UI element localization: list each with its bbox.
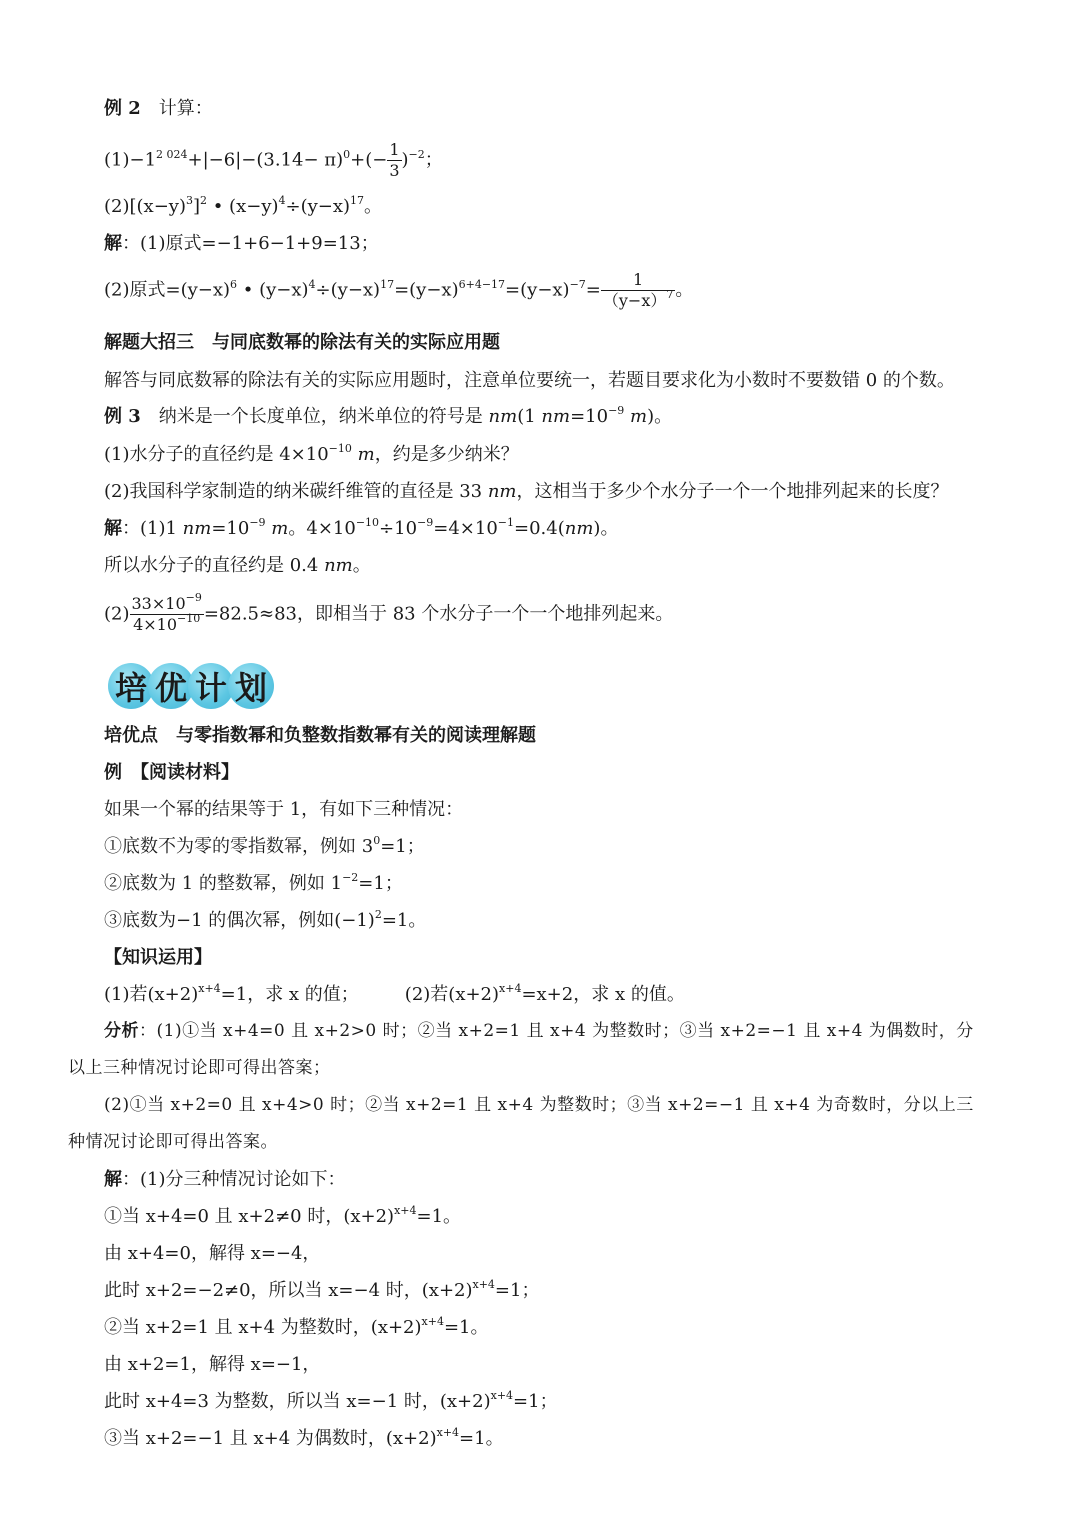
example3-stem <box>104 404 673 427</box>
expr: +|−6|−(3.14− π) <box>187 149 344 171</box>
expr: 。 <box>675 279 694 301</box>
analysis-label: 分析 <box>104 1021 139 1041</box>
case-1 <box>104 834 425 857</box>
solution-step-2: 由 x+4=0，解得 x=−4， <box>104 1243 321 1264</box>
exponent: −2 <box>408 147 425 161</box>
reading-intro: 如果一个幂的结果等于 1，有如下三种情况： <box>104 799 464 820</box>
numerator: 1 <box>601 270 675 291</box>
text: =10 <box>570 406 609 427</box>
text: ②当 x+2=1 且 x+4 为整数时，(x+2) <box>104 1317 422 1338</box>
exponent: 17 <box>350 194 365 207</box>
example-label: 例 <box>104 762 122 783</box>
numerator-text: 33×10 <box>131 594 186 613</box>
fraction <box>130 591 204 635</box>
fraction <box>387 140 401 181</box>
exponent: x+4 <box>198 982 221 995</box>
text: =1； <box>494 1280 540 1301</box>
example2-solution2 <box>104 270 693 311</box>
solution-step-3 <box>104 1278 540 1301</box>
text: 此时 x+4=3 为整数，所以当 x=−1 时，(x+2) <box>104 1391 491 1412</box>
advanced-questions <box>104 982 685 1005</box>
exponent: 2 <box>374 908 382 921</box>
case-3 <box>104 908 427 931</box>
text: =10 <box>211 518 250 539</box>
denominator-text: （y−x） <box>602 291 667 310</box>
exponent: −9 <box>185 591 202 604</box>
expr: • (x−y) <box>207 196 279 217</box>
analysis-1-cont: 以上三种情况讨论即可得出答案； <box>68 1058 331 1078</box>
denominator: 3 <box>389 161 400 180</box>
text: (1)若(x+2) <box>104 984 199 1005</box>
expr: = <box>585 279 601 301</box>
expr: =(y−x) <box>394 279 459 301</box>
text: ，这相当于多少个水分子一个一个地排列起来的长度？ <box>516 481 949 502</box>
example2-solution1 <box>104 235 379 253</box>
exponent: x+4 <box>421 1315 444 1328</box>
expr: =(y−x) <box>505 279 570 301</box>
exponent: 0 <box>343 147 351 161</box>
knowledge-label: 【知识运用】 <box>104 947 212 968</box>
unit: nm <box>488 406 518 427</box>
text: ÷10 <box>379 518 418 539</box>
solution-step-1 <box>104 1204 462 1227</box>
advanced-solution-intro <box>104 1171 346 1189</box>
exponent: −9 <box>417 516 434 529</box>
denominator <box>601 288 675 311</box>
exponent: x+4 <box>490 1389 514 1402</box>
text: ，约是多少纳米？ <box>374 444 519 465</box>
text: =4×10 <box>433 518 498 539</box>
expr: • (y−x) <box>237 279 309 301</box>
exponent: 6 <box>230 277 238 291</box>
example3-solution1-conclusion <box>104 557 371 575</box>
text: ①当 x+4=0 且 x+2≠0 时，(x+2) <box>104 1206 395 1227</box>
text: 。4×10 <box>288 518 356 539</box>
denominator-text: 4×10 <box>133 615 178 634</box>
example3-label: 例 3 <box>104 406 141 427</box>
expr: ] <box>192 196 200 217</box>
unit: nm <box>541 406 571 427</box>
solution-label: 解 <box>104 1169 122 1190</box>
text: ：(1)分三种情况讨论如下： <box>122 1169 346 1190</box>
exponent: x+4 <box>394 1204 417 1217</box>
banner-char: 培 <box>108 663 154 709</box>
unit: m <box>271 518 289 539</box>
exponent: −10 <box>355 516 380 529</box>
text: )。 <box>647 406 673 427</box>
exponent: 4 <box>278 194 286 207</box>
exponent: 17 <box>380 277 395 291</box>
exponent: −2 <box>342 871 359 884</box>
unit: m <box>357 444 375 465</box>
solution-step-7 <box>104 1426 504 1449</box>
unit: m <box>630 406 648 427</box>
expr: 。 <box>364 196 383 217</box>
text: =1。 <box>381 910 427 931</box>
text: =x+2，求 x 的值。 <box>521 984 685 1005</box>
analysis-2: (2)①当 x+2=0 且 x+4>0 时；②当 x+2=1 且 x+4 为整数时；③当 x+2=−1 且 x+4 为奇数时，分以上三 <box>104 1095 974 1115</box>
text: (1 <box>517 406 542 427</box>
exponent: 2 <box>200 194 207 207</box>
fraction <box>601 270 675 311</box>
exponent: 7 <box>666 288 674 301</box>
section-banner <box>108 662 268 710</box>
unit: nm <box>564 518 594 539</box>
expr: (2)[(x−y) <box>104 196 186 217</box>
denominator <box>130 612 204 635</box>
text: =1。 <box>443 1317 489 1338</box>
text: =0.4( <box>514 518 565 539</box>
text: ③当 x+2=−1 且 x+4 为偶数时，(x+2) <box>104 1428 437 1449</box>
solution-step-5: 由 x+2=1，解得 x=−1， <box>104 1354 321 1375</box>
analysis-1 <box>104 1023 974 1040</box>
unit: nm <box>324 555 353 576</box>
example2-question2 <box>104 194 383 217</box>
exponent: x+4 <box>499 982 522 995</box>
example2-label: 例 2 <box>104 98 141 119</box>
banner-char: 划 <box>228 663 274 709</box>
exponent: −1 <box>497 516 515 529</box>
exponent: −9 <box>249 516 266 529</box>
exponent: −9 <box>608 404 625 417</box>
example3-solution2 <box>104 591 674 635</box>
exponent: x+4 <box>436 1426 460 1439</box>
expr: +(− <box>350 149 388 171</box>
text: (1)水分子的直径约是 4×10 <box>104 444 329 465</box>
text: ：(1)①当 x+4=0 且 x+2>0 时；②当 x+2=1 且 x+4 为整数时；③当 x+2=−1 且 x+4 为偶数时，分 <box>139 1021 974 1041</box>
expr: ÷(y−x) <box>315 279 381 301</box>
advanced-example-heading <box>104 764 239 782</box>
text: =1。 <box>416 1206 462 1227</box>
exponent: −10 <box>177 612 201 625</box>
banner-char: 优 <box>148 663 194 709</box>
advanced-title: 培优点 与零指数幂和负整数指数幂有关的阅读理解题 <box>104 725 536 746</box>
method3-title: 解题大招三 与同底数幂的除法有关的实际应用题 <box>104 332 500 353</box>
unit: nm <box>182 518 212 539</box>
text: =1，求 x 的值； <box>220 984 359 1005</box>
expr: (1)−1 <box>104 149 157 171</box>
exponent: 3 <box>185 194 193 207</box>
text: (2)我国科学家制造的纳米碳纤维管的直径是 33 <box>104 481 488 502</box>
example3-solution1 <box>104 516 619 539</box>
exponent: 4 <box>308 277 316 291</box>
method3-desc: 解答与同底数幂的除法有关的实际应用题时，注意单位要统一，若题目要求化为小数时不要数错 0 的个数。 <box>104 370 955 391</box>
expr: ； <box>424 149 443 171</box>
example3-question1 <box>104 442 519 465</box>
text: (2)若(x+2) <box>404 984 500 1005</box>
text: =1。 <box>459 1428 504 1449</box>
exponent: −10 <box>328 442 352 455</box>
solution-text: ：(1)原式=−1+6−1+9=13； <box>122 233 379 254</box>
exponent: 2 024 <box>156 147 188 161</box>
text: 所以水分子的直径约是 0.4 <box>104 555 325 576</box>
example2-heading <box>104 100 213 118</box>
numerator: 1 <box>389 140 400 159</box>
exponent: −7 <box>569 277 586 291</box>
reading-label: 【阅读材料】 <box>122 762 239 783</box>
unit: nm <box>487 481 517 502</box>
example3-question2 <box>104 483 949 501</box>
text: =1； <box>358 873 403 894</box>
exponent: 0 <box>373 834 381 847</box>
text: ①底数不为零的零指数幂，例如 3 <box>104 836 374 857</box>
text: 纳米是一个长度单位，纳米单位的符号是 <box>140 406 489 427</box>
analysis-2-cont: 种情况讨论即可得出答案。 <box>68 1132 278 1152</box>
solution-step-6 <box>104 1389 558 1412</box>
text: 。 <box>352 555 371 576</box>
expr: ) <box>401 149 409 171</box>
banner-char: 计 <box>188 663 234 709</box>
text: ③底数为−1 的偶次幂，例如(−1) <box>104 910 375 931</box>
solution-label: 解 <box>104 233 122 254</box>
example2-question1 <box>104 140 443 181</box>
text: )。 <box>593 518 619 539</box>
text: =82.5≈83，即相当于 83 个水分子一个一个地排列起来。 <box>203 603 674 625</box>
text: ：(1)1 <box>122 518 183 539</box>
expr: ÷(y−x) <box>285 196 351 217</box>
exponent: x+4 <box>472 1278 495 1291</box>
text: =1； <box>380 836 425 857</box>
expr: (2)原式=(y−x) <box>104 279 231 301</box>
text: (2) <box>104 603 130 625</box>
solution-label: 解 <box>104 518 122 539</box>
text: 此时 x+2=−2≠0，所以当 x=−4 时，(x+2) <box>104 1280 473 1301</box>
text: ②底数为 1 的整数幂，例如 1 <box>104 873 343 894</box>
text: =1； <box>513 1391 558 1412</box>
solution-step-4 <box>104 1315 489 1338</box>
case-2 <box>104 871 403 894</box>
example2-prompt: 计算： <box>158 98 213 119</box>
exponent: 6+4−17 <box>458 277 506 291</box>
